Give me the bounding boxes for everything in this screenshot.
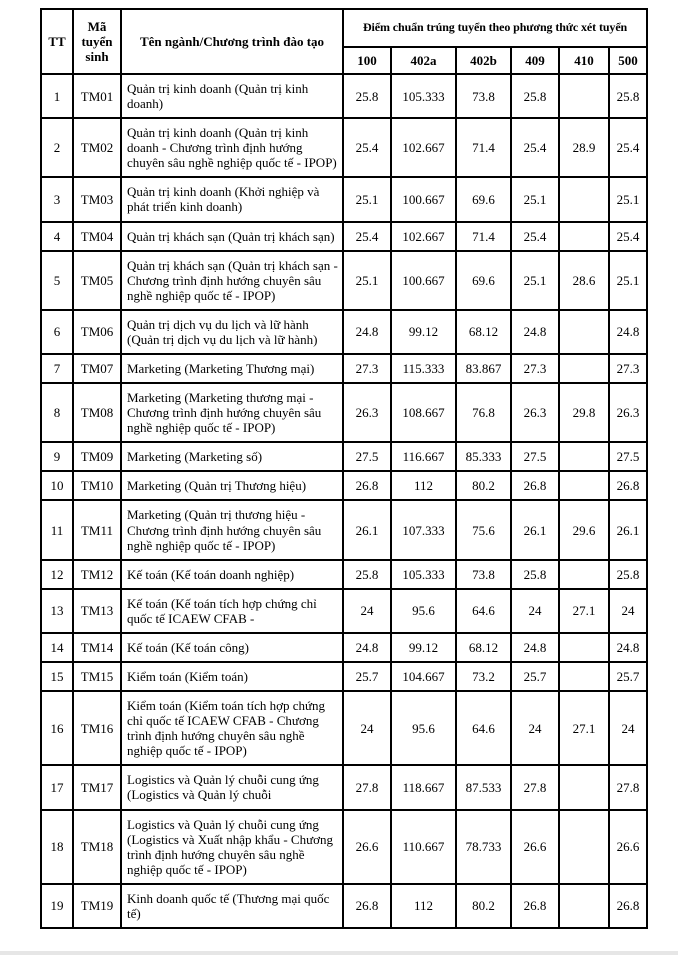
cell-score-500: 25.4 xyxy=(609,222,647,251)
cell-score-409: 26.8 xyxy=(511,471,559,500)
table-row xyxy=(41,810,647,884)
cell-code: TM11 xyxy=(73,500,121,559)
cell-score-500: 26.3 xyxy=(609,383,647,442)
cell-name: Kiểm toán (Kiểm toán) xyxy=(121,662,343,691)
table-row xyxy=(41,589,647,633)
cell-score-402a: 112 xyxy=(391,471,456,500)
cell-tt: 1 xyxy=(41,74,73,118)
table-row xyxy=(41,118,647,177)
cell-score-410 xyxy=(559,662,609,691)
cell-score-409: 25.7 xyxy=(511,662,559,691)
cell-score-402b: 78.733 xyxy=(456,810,511,884)
cell-score-500: 26.8 xyxy=(609,884,647,928)
cell-score-402b: 73.8 xyxy=(456,74,511,118)
table-row xyxy=(41,471,647,500)
cell-score-410: 29.6 xyxy=(559,500,609,559)
cell-score-402b: 69.6 xyxy=(456,251,511,310)
cell-name: Kế toán (Kế toán doanh nghiệp) xyxy=(121,560,343,589)
cell-name: Logistics và Quản lý chuỗi cung ứng (Logistics và Xuất nhập khẩu - Chương trình định hướng chuyên sâu nghề nghiệp quốc tế - IPOP) xyxy=(121,810,343,884)
cell-score-410 xyxy=(559,310,609,354)
cell-code: TM05 xyxy=(73,251,121,310)
cell-score-402b: 64.6 xyxy=(456,691,511,765)
cell-score-100: 26.8 xyxy=(343,884,391,928)
table-row xyxy=(41,383,647,442)
method-header-402b: 402b xyxy=(456,47,511,74)
cell-score-402a: 115.333 xyxy=(391,354,456,383)
cell-score-409: 25.4 xyxy=(511,222,559,251)
cell-code: TM13 xyxy=(73,589,121,633)
cell-score-402b: 85.333 xyxy=(456,442,511,471)
table-row xyxy=(41,633,647,662)
method-header-409: 409 xyxy=(511,47,559,74)
cell-score-500: 24 xyxy=(609,691,647,765)
cell-tt: 2 xyxy=(41,118,73,177)
cell-code: TM06 xyxy=(73,310,121,354)
cell-score-100: 25.8 xyxy=(343,74,391,118)
cell-score-402b: 68.12 xyxy=(456,633,511,662)
cell-score-402b: 68.12 xyxy=(456,310,511,354)
col-header-name: Tên ngành/Chương trình đào tạo xyxy=(121,9,343,74)
cell-score-402b: 64.6 xyxy=(456,589,511,633)
cell-score-402a: 107.333 xyxy=(391,500,456,559)
cell-score-402b: 71.4 xyxy=(456,222,511,251)
cell-tt: 3 xyxy=(41,177,73,221)
cell-score-410 xyxy=(559,442,609,471)
cell-name: Marketing (Marketing số) xyxy=(121,442,343,471)
cell-score-410: 27.1 xyxy=(559,691,609,765)
cell-tt: 8 xyxy=(41,383,73,442)
cell-code: TM12 xyxy=(73,560,121,589)
cell-name: Quản trị kinh doanh (Khởi nghiệp và phát triển kinh doanh) xyxy=(121,177,343,221)
cell-code: TM07 xyxy=(73,354,121,383)
cell-score-409: 27.8 xyxy=(511,765,559,809)
cell-score-402b: 76.8 xyxy=(456,383,511,442)
cell-score-500: 24.8 xyxy=(609,310,647,354)
group-header-admission-methods: Điểm chuẩn trúng tuyển theo phương thức xét tuyển xyxy=(343,9,647,47)
cell-tt: 13 xyxy=(41,589,73,633)
cell-score-410 xyxy=(559,177,609,221)
method-header-500: 500 xyxy=(609,47,647,74)
cell-score-100: 26.1 xyxy=(343,500,391,559)
cell-score-402a: 99.12 xyxy=(391,633,456,662)
cell-score-500: 25.8 xyxy=(609,74,647,118)
cell-score-402b: 75.6 xyxy=(456,500,511,559)
cell-score-402b: 69.6 xyxy=(456,177,511,221)
cell-score-100: 25.4 xyxy=(343,222,391,251)
cell-name: Kế toán (Kế toán tích hợp chứng chỉ quốc tế ICAEW CFAB - xyxy=(121,589,343,633)
cell-score-402a: 105.333 xyxy=(391,74,456,118)
cell-score-500: 25.4 xyxy=(609,118,647,177)
cell-score-500: 24 xyxy=(609,589,647,633)
cell-score-500: 24.8 xyxy=(609,633,647,662)
cell-score-409: 25.1 xyxy=(511,177,559,221)
cell-score-409: 25.1 xyxy=(511,251,559,310)
cell-score-402a: 102.667 xyxy=(391,222,456,251)
cell-score-410 xyxy=(559,222,609,251)
cell-code: TM18 xyxy=(73,810,121,884)
table-row xyxy=(41,442,647,471)
cell-score-409: 27.3 xyxy=(511,354,559,383)
cell-score-409: 26.3 xyxy=(511,383,559,442)
table-row xyxy=(41,354,647,383)
cell-tt: 9 xyxy=(41,442,73,471)
cell-code: TM15 xyxy=(73,662,121,691)
table-row xyxy=(41,884,647,928)
cell-score-410: 28.6 xyxy=(559,251,609,310)
cell-name: Quản trị khách sạn (Quản trị khách sạn - Chương trình định hướng chuyên sâu nghề nghiệp quốc tế - IPOP) xyxy=(121,251,343,310)
cell-score-410 xyxy=(559,810,609,884)
table-row xyxy=(41,765,647,809)
table-row xyxy=(41,500,647,559)
cell-score-410 xyxy=(559,74,609,118)
cell-tt: 19 xyxy=(41,884,73,928)
cell-name: Quản trị khách sạn (Quản trị khách sạn) xyxy=(121,222,343,251)
cell-score-409: 24.8 xyxy=(511,310,559,354)
cell-score-500: 26.1 xyxy=(609,500,647,559)
cell-name: Logistics và Quản lý chuỗi cung ứng (Logistics và Quản lý chuỗi xyxy=(121,765,343,809)
cell-score-500: 25.1 xyxy=(609,251,647,310)
cell-tt: 16 xyxy=(41,691,73,765)
header-row-top xyxy=(41,9,647,47)
cell-score-100: 26.3 xyxy=(343,383,391,442)
cell-score-409: 25.8 xyxy=(511,74,559,118)
cell-score-500: 25.8 xyxy=(609,560,647,589)
cell-score-402a: 100.667 xyxy=(391,251,456,310)
cell-score-409: 24.8 xyxy=(511,633,559,662)
cell-score-409: 24 xyxy=(511,691,559,765)
cell-name: Marketing (Quản trị Thương hiệu) xyxy=(121,471,343,500)
cell-score-409: 26.6 xyxy=(511,810,559,884)
cell-tt: 4 xyxy=(41,222,73,251)
cell-score-100: 24.8 xyxy=(343,633,391,662)
cell-name: Kinh doanh quốc tế (Thương mại quốc tế) xyxy=(121,884,343,928)
screenshot-bottom-edge xyxy=(0,951,678,955)
cell-score-500: 26.8 xyxy=(609,471,647,500)
cell-score-402b: 83.867 xyxy=(456,354,511,383)
cell-score-409: 25.4 xyxy=(511,118,559,177)
method-header-410: 410 xyxy=(559,47,609,74)
cell-code: TM10 xyxy=(73,471,121,500)
table-row xyxy=(41,662,647,691)
cell-code: TM19 xyxy=(73,884,121,928)
cell-score-402a: 105.333 xyxy=(391,560,456,589)
cell-score-402a: 100.667 xyxy=(391,177,456,221)
cell-name: Kiểm toán (Kiểm toán tích hợp chứng chỉ quốc tế ICAEW CFAB - Chương trình định hướng chuyên sâu nghề nghiệp quốc tế - IPOP) xyxy=(121,691,343,765)
cell-score-410 xyxy=(559,765,609,809)
cell-name: Kế toán (Kế toán công) xyxy=(121,633,343,662)
cell-name: Marketing (Marketing thương mại - Chương trình định hướng chuyên sâu nghề nghiệp quốc tế - IPOP) xyxy=(121,383,343,442)
cell-score-410 xyxy=(559,354,609,383)
cell-score-402a: 116.667 xyxy=(391,442,456,471)
cell-tt: 15 xyxy=(41,662,73,691)
cell-name: Quản trị kinh doanh (Quản trị kinh doanh) xyxy=(121,74,343,118)
cell-tt: 6 xyxy=(41,310,73,354)
cell-score-100: 27.5 xyxy=(343,442,391,471)
cell-code: TM04 xyxy=(73,222,121,251)
cell-tt: 7 xyxy=(41,354,73,383)
cell-tt: 11 xyxy=(41,500,73,559)
cell-score-500: 25.1 xyxy=(609,177,647,221)
cell-name: Marketing (Quản trị thương hiệu - Chương trình định hướng chuyên sâu nghề nghiệp quốc tế - IPOP) xyxy=(121,500,343,559)
cell-score-402a: 110.667 xyxy=(391,810,456,884)
cell-score-100: 25.1 xyxy=(343,251,391,310)
cell-score-402a: 95.6 xyxy=(391,589,456,633)
table-row xyxy=(41,251,647,310)
cell-score-402a: 112 xyxy=(391,884,456,928)
cell-score-402a: 102.667 xyxy=(391,118,456,177)
cell-code: TM09 xyxy=(73,442,121,471)
cell-tt: 18 xyxy=(41,810,73,884)
cell-score-409: 26.8 xyxy=(511,884,559,928)
cell-score-402b: 73.8 xyxy=(456,560,511,589)
cell-score-410: 29.8 xyxy=(559,383,609,442)
cell-score-402a: 104.667 xyxy=(391,662,456,691)
cell-code: TM01 xyxy=(73,74,121,118)
cell-score-500: 27.5 xyxy=(609,442,647,471)
cell-tt: 17 xyxy=(41,765,73,809)
cell-score-402b: 71.4 xyxy=(456,118,511,177)
cell-name: Quản trị dịch vụ du lịch và lữ hành (Quản trị dịch vụ du lịch và lữ hành) xyxy=(121,310,343,354)
cell-score-409: 27.5 xyxy=(511,442,559,471)
cell-score-402a: 99.12 xyxy=(391,310,456,354)
cell-score-100: 25.8 xyxy=(343,560,391,589)
cell-score-402a: 108.667 xyxy=(391,383,456,442)
cell-code: TM03 xyxy=(73,177,121,221)
cell-score-500: 25.7 xyxy=(609,662,647,691)
cell-score-100: 24.8 xyxy=(343,310,391,354)
cell-score-100: 25.4 xyxy=(343,118,391,177)
cell-score-402b: 80.2 xyxy=(456,884,511,928)
cell-score-100: 27.3 xyxy=(343,354,391,383)
table-row xyxy=(41,74,647,118)
cell-name: Marketing (Marketing Thương mại) xyxy=(121,354,343,383)
cell-score-402b: 73.2 xyxy=(456,662,511,691)
method-header-100: 100 xyxy=(343,47,391,74)
cell-tt: 12 xyxy=(41,560,73,589)
cell-code: TM17 xyxy=(73,765,121,809)
method-header-402a: 402a xyxy=(391,47,456,74)
cell-name: Quản trị kinh doanh (Quản trị kinh doanh - Chương trình định hướng chuyên sâu nghề nghiệp quốc tế - IPOP) xyxy=(121,118,343,177)
cell-score-409: 25.8 xyxy=(511,560,559,589)
cell-score-402b: 87.533 xyxy=(456,765,511,809)
cell-score-100: 25.1 xyxy=(343,177,391,221)
cell-score-410 xyxy=(559,884,609,928)
cell-score-100: 24 xyxy=(343,691,391,765)
cell-score-410 xyxy=(559,633,609,662)
cell-score-409: 26.1 xyxy=(511,500,559,559)
cell-score-410: 28.9 xyxy=(559,118,609,177)
table-row xyxy=(41,222,647,251)
cell-tt: 14 xyxy=(41,633,73,662)
table-row xyxy=(41,177,647,221)
cell-code: TM16 xyxy=(73,691,121,765)
table-row xyxy=(41,691,647,765)
cell-code: TM02 xyxy=(73,118,121,177)
cell-score-500: 27.8 xyxy=(609,765,647,809)
cell-score-500: 26.6 xyxy=(609,810,647,884)
col-header-tt: TT xyxy=(41,9,73,74)
table-row xyxy=(41,310,647,354)
cell-code: TM08 xyxy=(73,383,121,442)
cell-score-100: 27.8 xyxy=(343,765,391,809)
cell-score-100: 24 xyxy=(343,589,391,633)
cell-score-100: 25.7 xyxy=(343,662,391,691)
cell-score-402b: 80.2 xyxy=(456,471,511,500)
cell-score-410: 27.1 xyxy=(559,589,609,633)
cell-score-410 xyxy=(559,560,609,589)
cell-score-100: 26.8 xyxy=(343,471,391,500)
cell-score-100: 26.6 xyxy=(343,810,391,884)
cell-score-402a: 95.6 xyxy=(391,691,456,765)
table-row xyxy=(41,560,647,589)
cell-tt: 10 xyxy=(41,471,73,500)
cell-code: TM14 xyxy=(73,633,121,662)
cell-score-409: 24 xyxy=(511,589,559,633)
cell-tt: 5 xyxy=(41,251,73,310)
cell-score-410 xyxy=(559,471,609,500)
cell-score-500: 27.3 xyxy=(609,354,647,383)
cell-score-402a: 118.667 xyxy=(391,765,456,809)
admissions-table xyxy=(40,8,648,929)
col-header-code: Mã tuyển sinh xyxy=(73,9,121,74)
